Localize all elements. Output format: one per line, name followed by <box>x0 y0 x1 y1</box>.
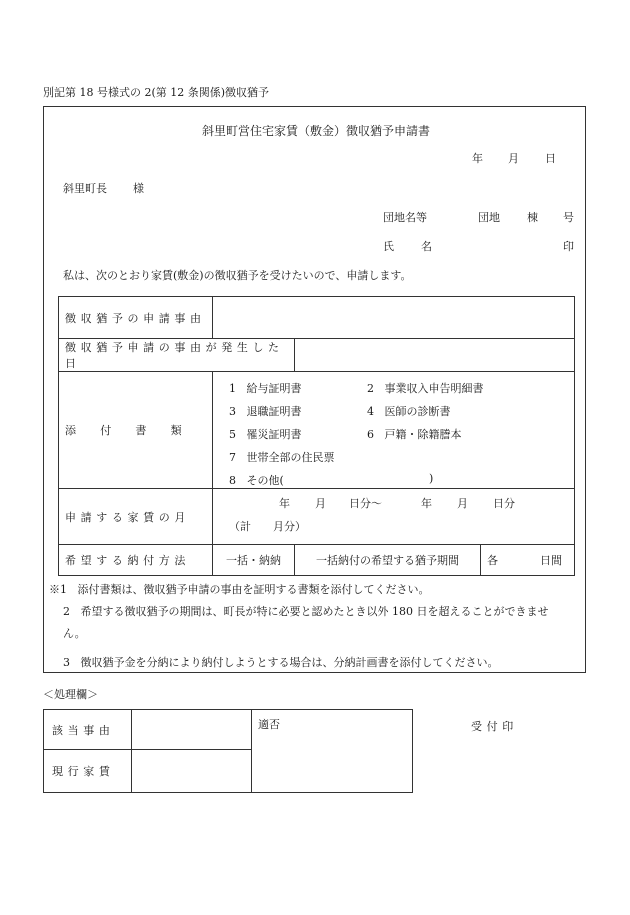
reception-seal-label: 受付印 <box>471 720 518 733</box>
form-title: 斜里町営住宅家賃（敷金）徴収猶予申請書 <box>202 124 431 138</box>
estate-unit-label: 団地 <box>478 211 500 224</box>
intro-text: 私は、次のとおり家賃(敷金)の徴収猶予を受けたいので、申請します。 <box>63 269 412 282</box>
months-label: 申請する家賃の月 <box>59 489 213 545</box>
method-lump-option[interactable]: 一括・納納 <box>213 545 295 576</box>
months-day-2: 日分 <box>493 497 515 510</box>
attachment-7[interactable]: 7 世帯全部の住民票 <box>229 451 335 464</box>
name-label-first: 氏 <box>383 240 394 253</box>
months-year-1: 年 <box>279 497 290 510</box>
attachment-5[interactable]: 5 罹災証明書 <box>229 428 302 441</box>
reason-label: 徴収猶予の申請事由 <box>59 297 213 339</box>
current-rent-field[interactable] <box>132 750 252 793</box>
attachments-label: 添 付 書 類 <box>59 372 213 489</box>
room-unit-label: 号 <box>563 211 574 224</box>
current-rent-label: 現行家賃 <box>44 750 132 793</box>
months-day-1: 日分～ <box>349 497 382 510</box>
method-period-prefix: 各 <box>487 554 498 567</box>
date-month-label: 月 <box>508 152 519 165</box>
attachment-other-close: ) <box>429 472 434 485</box>
months-cell[interactable] <box>213 489 575 545</box>
date-year-label: 年 <box>472 152 483 165</box>
suitability-cell[interactable] <box>252 710 413 793</box>
processing-table <box>43 709 413 793</box>
months-year-2: 年 <box>421 497 432 510</box>
occurred-field[interactable] <box>295 339 575 372</box>
method-period-field[interactable] <box>481 545 575 576</box>
attachment-4[interactable]: 4 医師の診断書 <box>367 405 451 418</box>
attachment-6[interactable]: 6 戸籍・除籍謄本 <box>367 428 462 441</box>
suitability-label: 適否 <box>258 718 280 731</box>
name-label-second: 名 <box>421 240 432 253</box>
building-unit-label: 棟 <box>527 211 538 224</box>
months-month-1: 月 <box>315 497 326 510</box>
addressee-suffix: 様 <box>133 182 144 195</box>
applicable-reason-label: 該当事由 <box>44 710 132 750</box>
addressee: 斜里町長 <box>63 182 107 195</box>
attachment-8[interactable]: 8 その他( <box>229 474 284 487</box>
application-table <box>58 296 575 576</box>
attachment-1[interactable]: 1 給与証明書 <box>229 382 302 395</box>
method-period-label: 一括納付の希望する猶予期間 <box>295 545 481 576</box>
processing-section-label: ＜処理欄＞ <box>43 688 98 701</box>
method-period-suffix: 日間 <box>540 554 563 567</box>
note-1: ※1 添付書類は、徴収猶予申請の事由を証明する書類を添付してください。 <box>49 583 430 596</box>
form-header-note: 別記第 18 号様式の 2(第 12 条関係)徴収猶予 <box>43 86 270 99</box>
date-day-label: 日 <box>545 152 556 165</box>
method-label: 希望する納付方法 <box>59 545 213 576</box>
estate-label: 団地名等 <box>383 211 427 224</box>
attachment-3[interactable]: 3 退職証明書 <box>229 405 302 418</box>
seal-label: 印 <box>563 240 574 253</box>
months-month-2: 月 <box>457 497 468 510</box>
reason-field[interactable] <box>213 297 575 339</box>
note-3: 3 徴収猶予金を分納により納付しようとする場合は、分納計画書を添付してください。 <box>63 656 499 669</box>
attachments-cell <box>213 372 575 489</box>
note-2-continued: ん。 <box>63 627 86 640</box>
attachment-2[interactable]: 2 事業収入申告明細書 <box>367 382 484 395</box>
applicable-reason-field[interactable] <box>132 710 252 750</box>
months-total: （計 月分） <box>229 520 306 533</box>
note-2: 2 希望する徴収猶予の期間は、町長が特に必要と認めたとき以外 180 日を超えることができませ <box>63 605 549 618</box>
occurred-label: 徴収猶予申請の事由が発生した日 <box>59 339 295 372</box>
